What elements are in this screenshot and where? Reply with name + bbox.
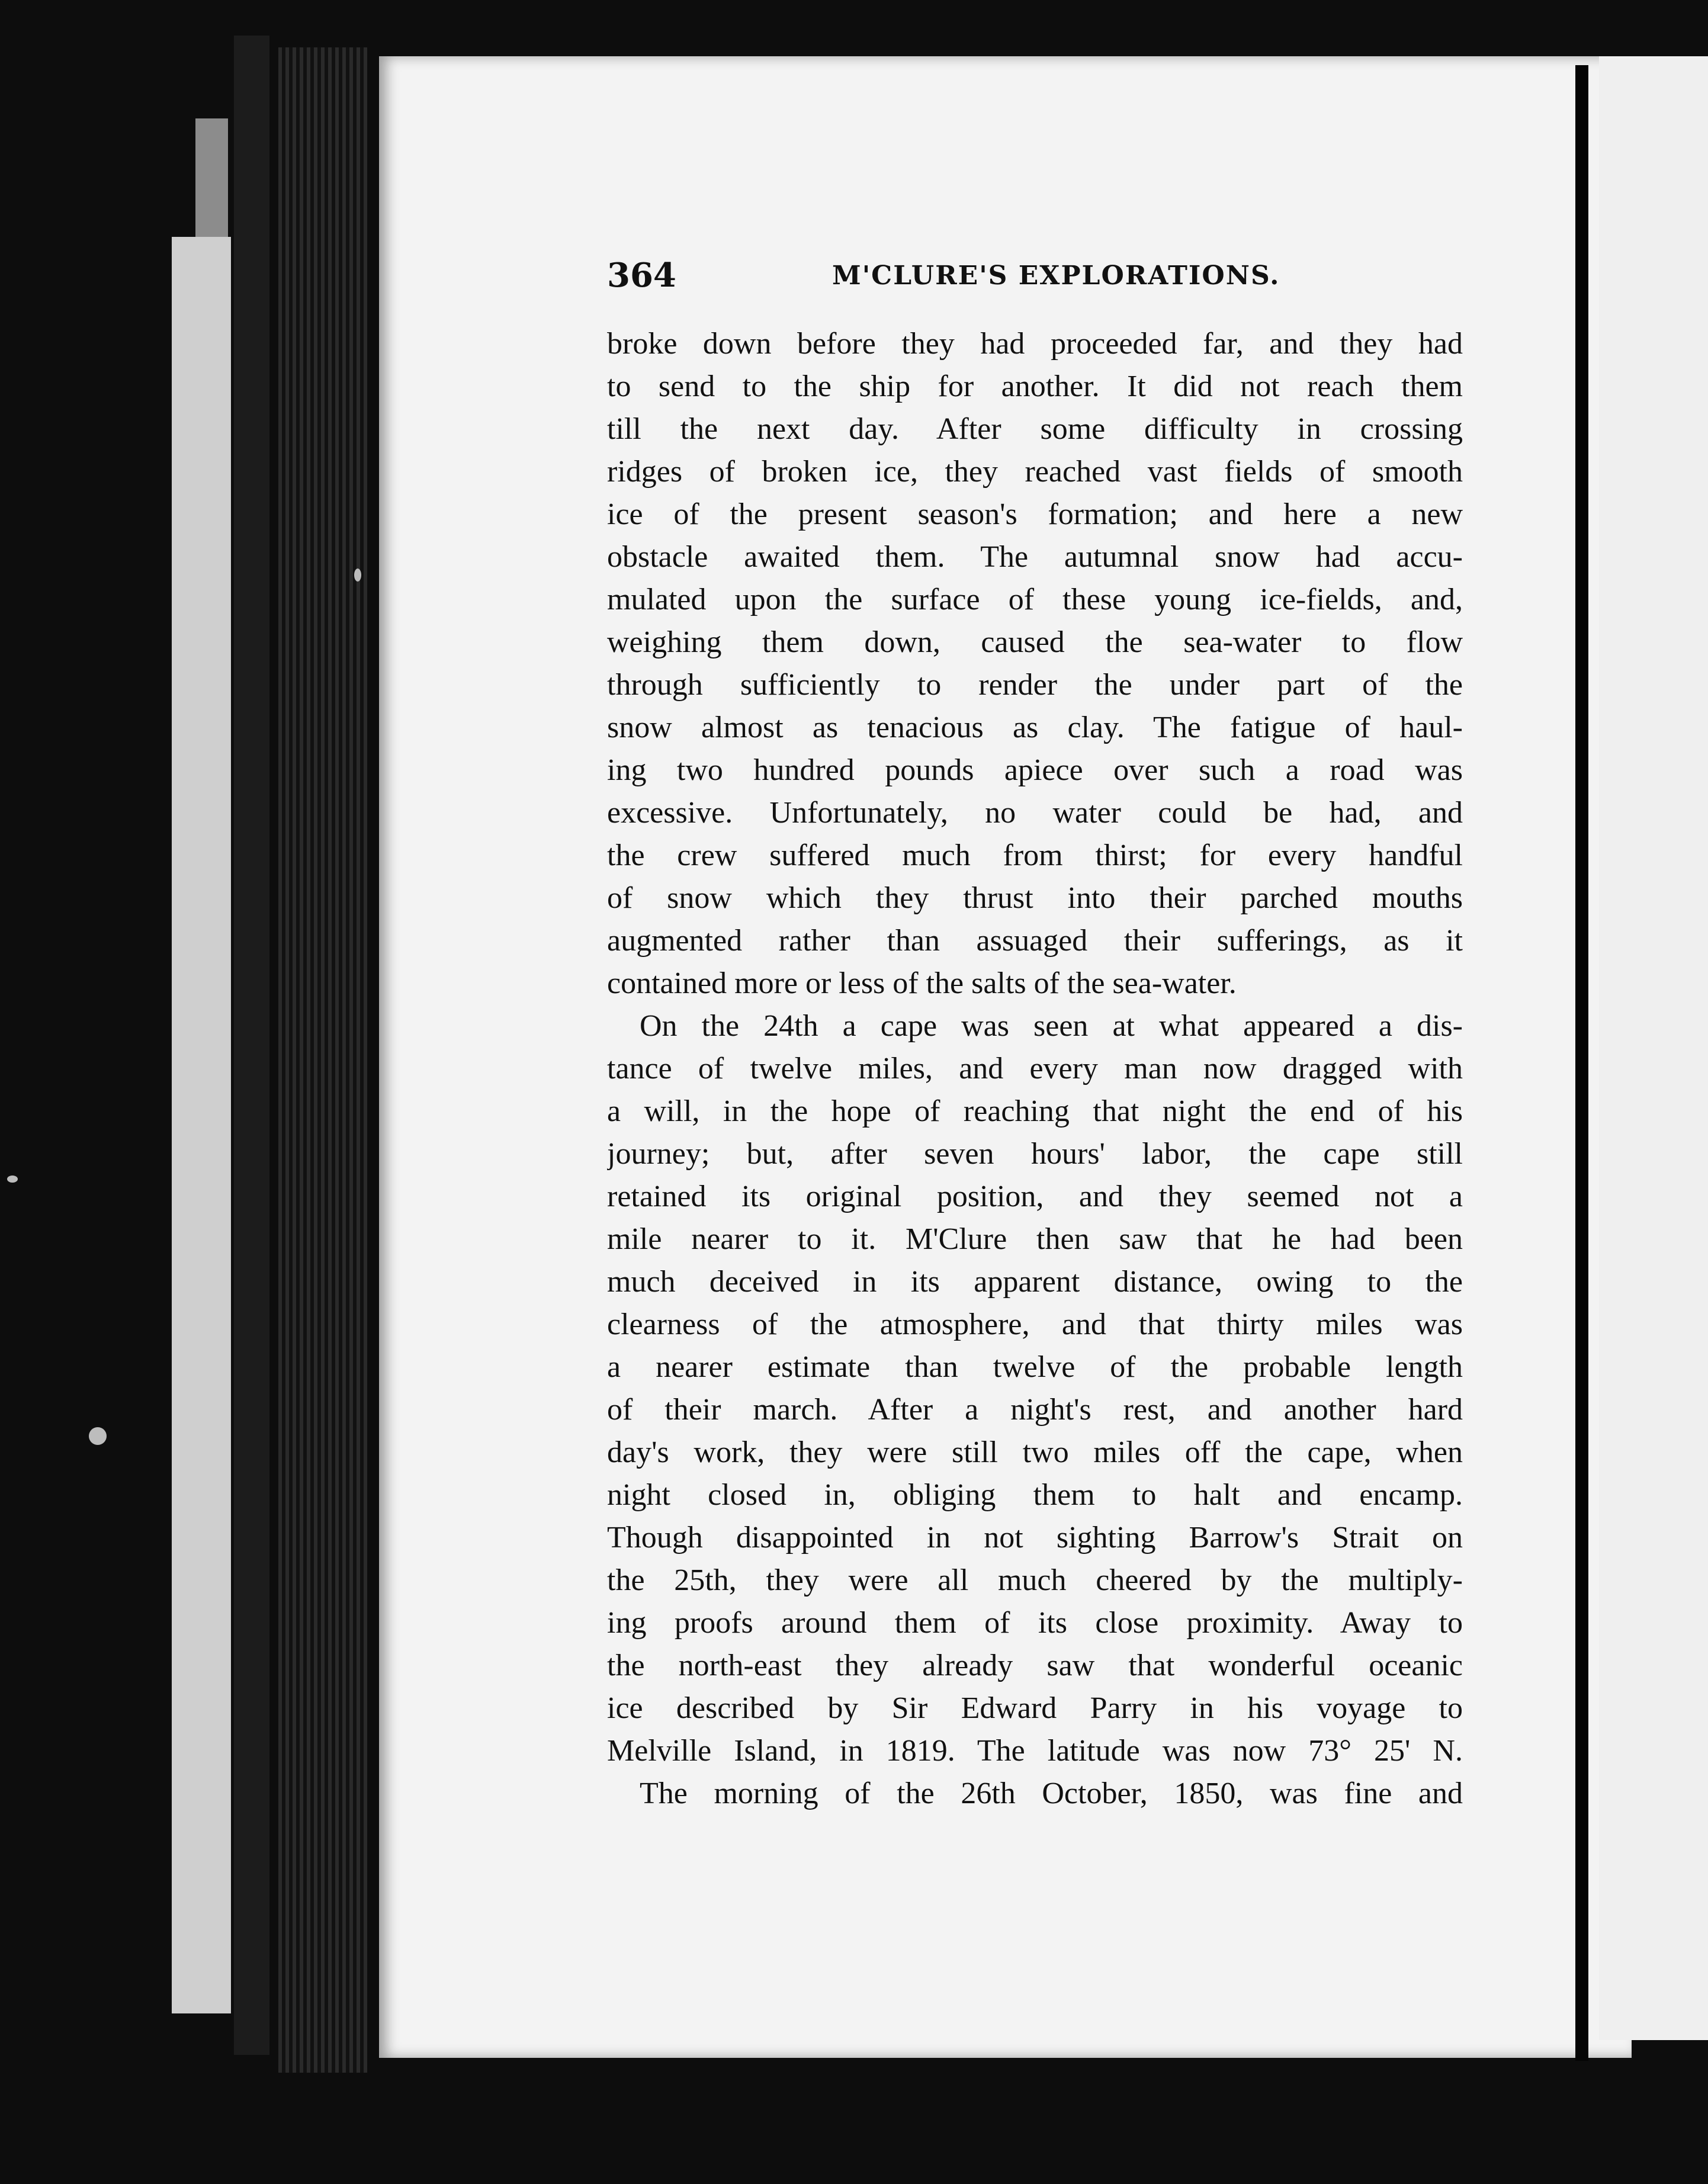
paragraph-2	[607, 1005, 1463, 1772]
text-line: ing proofs around them of its close proximity. Away to	[607, 1606, 1463, 1640]
text-line: till the next day. After some difficulty in crossing	[607, 412, 1463, 446]
text-line: weighing them down, caused the sea-water to flow	[607, 625, 1463, 659]
text-line: ing two hundred pounds apiece over such a road was	[607, 753, 1463, 787]
scan-speck	[89, 1427, 107, 1445]
text-line: to send to the ship for another. It did not reach them	[607, 370, 1463, 403]
text-line: excessive. Unfortunately, no water could be had, and	[607, 796, 1463, 830]
text-line: mulated upon the surface of these young ice-fields, and,	[607, 583, 1463, 616]
text-line: mile nearer to it. M'Clure then saw that he had been	[607, 1222, 1463, 1256]
book-spine-band	[234, 36, 269, 2055]
page-header	[607, 249, 1463, 302]
text-line: through sufficiently to render the under part of the	[607, 668, 1463, 702]
text-line: journey; but, after seven hours' labor, the cape still	[607, 1137, 1463, 1171]
text-line: ridges of broken ice, they reached vast fields of smooth	[607, 455, 1463, 489]
body-text	[607, 323, 1463, 1815]
text-line: snow almost as tenacious as clay. The fatigue of haul-	[607, 711, 1463, 744]
text-line: obstacle awaited them. The autumnal snow had accu-	[607, 540, 1463, 574]
running-head: M'CLURE'S EXPLORATIONS.	[832, 260, 1280, 291]
text-line: night closed in, obliging them to halt and encamp.	[607, 1478, 1463, 1512]
text-line: of their march. After a night's rest, and another hard	[607, 1393, 1463, 1427]
text-line: Melville Island, in 1819. The latitude was now 73° 25' N.	[607, 1734, 1463, 1768]
text-line: the 25th, they were all much cheered by the multiply-	[607, 1563, 1463, 1597]
page-number: 364	[607, 256, 676, 295]
text-line: On the 24th a cape was seen at what appeared a dis-	[640, 1009, 1463, 1043]
text-line: broke down before they had proceeded far, and they had	[607, 327, 1463, 361]
text-line: ice described by Sir Edward Parry in his voyage to	[607, 1691, 1463, 1725]
scan-speck	[7, 1175, 18, 1183]
text-line: a will, in the hope of reaching that night the end of his	[607, 1094, 1463, 1128]
paragraph-3	[607, 1772, 1463, 1815]
paragraph-1	[607, 323, 1463, 1005]
page-stack-edges	[278, 47, 367, 2073]
text-line: The morning of the 26th October, 1850, was fine and	[640, 1777, 1463, 1810]
text-line: ice of the present season's formation; and here a new	[607, 497, 1463, 531]
text-line: the crew suffered much from thirst; for every handful	[607, 839, 1463, 872]
text-line: contained more or less of the salts of the sea-water.	[607, 966, 1237, 1000]
text-line: tance of twelve miles, and every man now dragged with	[607, 1052, 1463, 1085]
facing-page-edge	[1599, 56, 1708, 2040]
text-line: of snow which they thrust into their parched mouths	[607, 881, 1463, 915]
text-line: Though disappointed in not sighting Barrow's Strait on	[607, 1521, 1463, 1555]
text-line: retained its original position, and they seemed not a	[607, 1180, 1463, 1213]
book-cover-edge	[172, 237, 231, 2013]
text-line: the north-east they already saw that wonderful oceanic	[607, 1649, 1463, 1682]
text-line: augmented rather than assuaged their sufferings, as it	[607, 924, 1463, 958]
text-line: clearness of the atmosphere, and that thirty miles was	[607, 1308, 1463, 1341]
text-line: much deceived in its apparent distance, owing to the	[607, 1265, 1463, 1299]
page-gutter-shadow	[1575, 65, 1588, 2061]
scan-speck	[354, 569, 361, 582]
text-line: a nearer estimate than twelve of the probable length	[607, 1350, 1463, 1384]
text-line: day's work, they were still two miles off the cape, when	[607, 1435, 1463, 1469]
